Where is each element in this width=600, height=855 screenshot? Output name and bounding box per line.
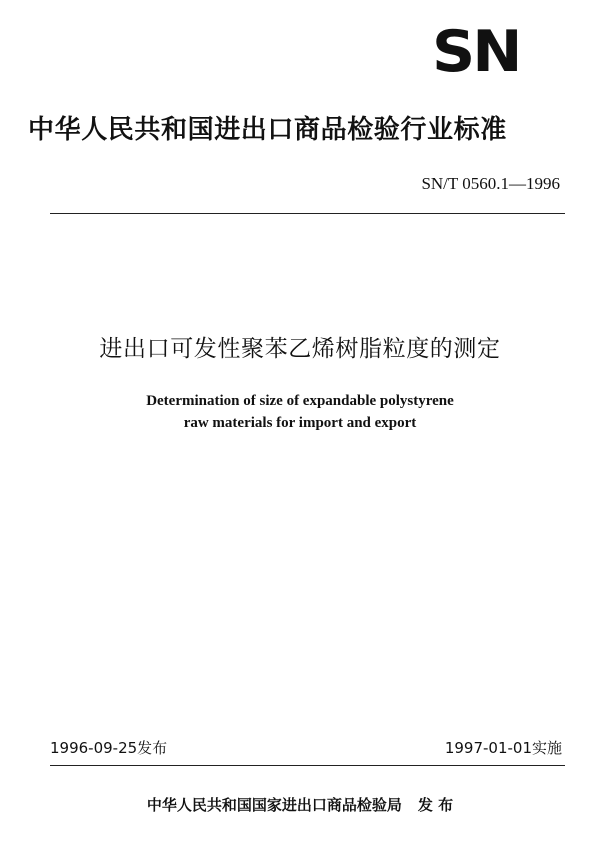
document-title-chinese: 进出口可发性聚苯乙烯树脂粒度的测定	[99, 336, 501, 362]
publisher-name: 中华人民共和国国家进出口商品检验局	[146, 796, 402, 814]
issue-date: 1996-09-25发布	[50, 739, 168, 757]
bottom-divider	[50, 765, 565, 766]
sn-logo: SN	[432, 18, 520, 85]
organization-title: 中华人民共和国进出口商品检验行业标准	[28, 115, 507, 145]
standard-number: SN/T 0560.1—1996	[421, 174, 560, 193]
top-divider	[50, 213, 565, 214]
publish-label: 发 布	[417, 796, 454, 814]
publisher-line	[0, 795, 600, 815]
english-title-line-2: raw materials for import and export	[183, 415, 417, 431]
effective-date: 1997-01-01实施	[444, 739, 562, 757]
english-title-line-1: Determination of size of expandable polystyrene	[146, 393, 454, 409]
document-title-english	[0, 390, 600, 434]
